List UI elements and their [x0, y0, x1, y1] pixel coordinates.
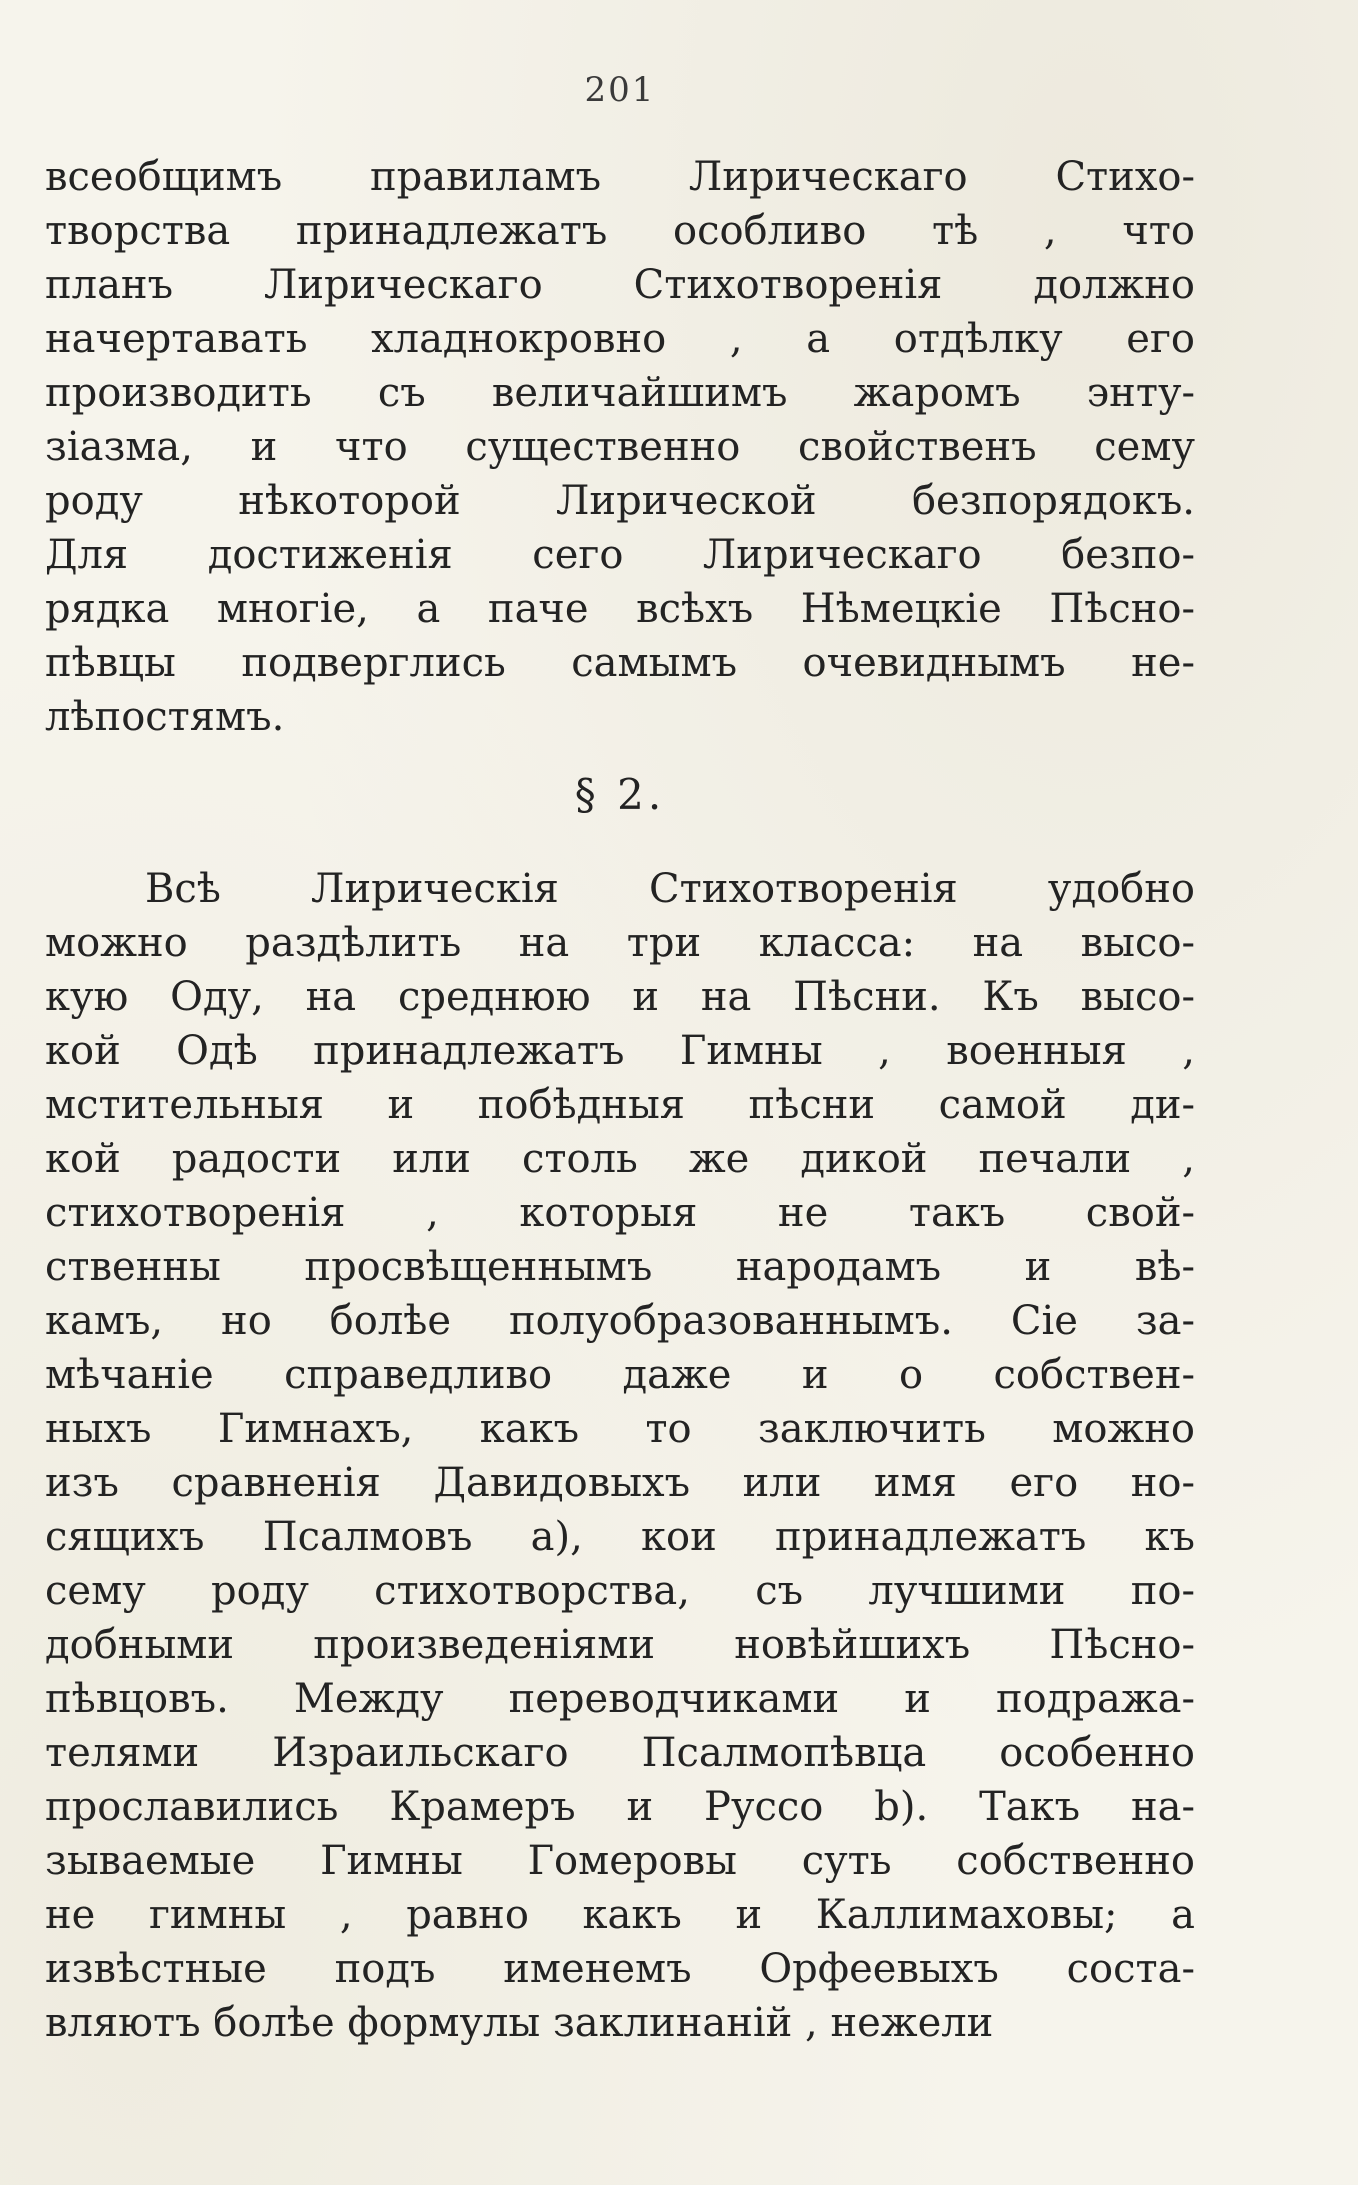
text-line: телями Израильскаго Псалмопѣвца особенно [45, 1730, 1195, 1776]
page-number: 201 [584, 70, 656, 110]
text-line: творства принадлежатъ особливо тѣ , что [45, 208, 1195, 254]
text-line: изъ сравненія Давидовыхъ или имя его но- [45, 1460, 1195, 1506]
text-line: ственны просвѣщеннымъ народамъ и вѣ- [45, 1244, 1195, 1290]
text-line: зываемые Гимны Гомеровы суть собственно [45, 1838, 1195, 1884]
paragraph-1 [45, 150, 1195, 744]
text-line: не гимны , равно какъ и Каллимаховы; а [45, 1892, 1195, 1938]
text-line: кой Одѣ принадлежатъ Гимны , военныя , [45, 1028, 1195, 1074]
text-line: извѣстные подъ именемъ Орфеевыхъ соста- [45, 1946, 1195, 1992]
text-line: мѣчаніе справедливо даже и о собствен- [45, 1352, 1195, 1398]
text-line: сему роду стихотворства, съ лучшими по- [45, 1568, 1195, 1614]
paragraph-2 [45, 862, 1195, 2050]
text-line: мстительныя и побѣдныя пѣсни самой ди- [45, 1082, 1195, 1128]
text-line: пѣвцы подверглись самымъ очевиднымъ не- [45, 640, 1195, 686]
text-line: камъ, но болѣе полуобразованнымъ. Сіе за- [45, 1298, 1195, 1344]
text-line: всеобщимъ правиламъ Лирическаго Стихо- [45, 154, 1195, 200]
text-line: ныхъ Гимнахъ, какъ то заключить можно [45, 1406, 1195, 1452]
text-line: можно раздѣлить на три класса: на высо- [45, 920, 1195, 966]
section-heading: § 2. [574, 770, 666, 819]
text-line: рядка многіе, а паче всѣхъ Нѣмецкіе Пѣсно- [45, 586, 1195, 632]
text-line: роду нѣкоторой Лирической безпорядокъ. [45, 478, 1195, 524]
text-line: сящихъ Псалмовъ а), кои принадлежатъ къ [45, 1514, 1195, 1560]
text-line: вляютъ болѣе формулы заклинаній , нежели [45, 2000, 994, 2046]
text-line: кую Оду, на среднюю и на Пѣсни. Къ высо- [45, 974, 1195, 1020]
text-line: планъ Лирическаго Стихотворенія должно [45, 262, 1195, 308]
text-line: пѣвцовъ. Между переводчиками и подража- [45, 1676, 1195, 1722]
text-line: производить съ величайшимъ жаромъ энту- [45, 370, 1195, 416]
text-line: лѣпостямъ. [45, 694, 285, 740]
text-line: прославились Крамеръ и Руссо b). Такъ на- [45, 1784, 1195, 1830]
text-line: Всѣ Лирическія Стихотворенія удобно [145, 866, 1195, 912]
text-line: стихотворенія , которыя не такъ свой- [45, 1190, 1195, 1236]
text-line: кой радости или столь же дикой печали , [45, 1136, 1195, 1182]
text-line: начертавать хладнокровно , а отдѣлку его [45, 316, 1195, 362]
text-line: зіазма, и что существенно свойственъ сему [45, 424, 1195, 470]
text-line: добными произведеніями новѣйшихъ Пѣсно- [45, 1622, 1195, 1668]
text-line: Для достиженія сего Лирическаго безпо- [45, 532, 1195, 578]
